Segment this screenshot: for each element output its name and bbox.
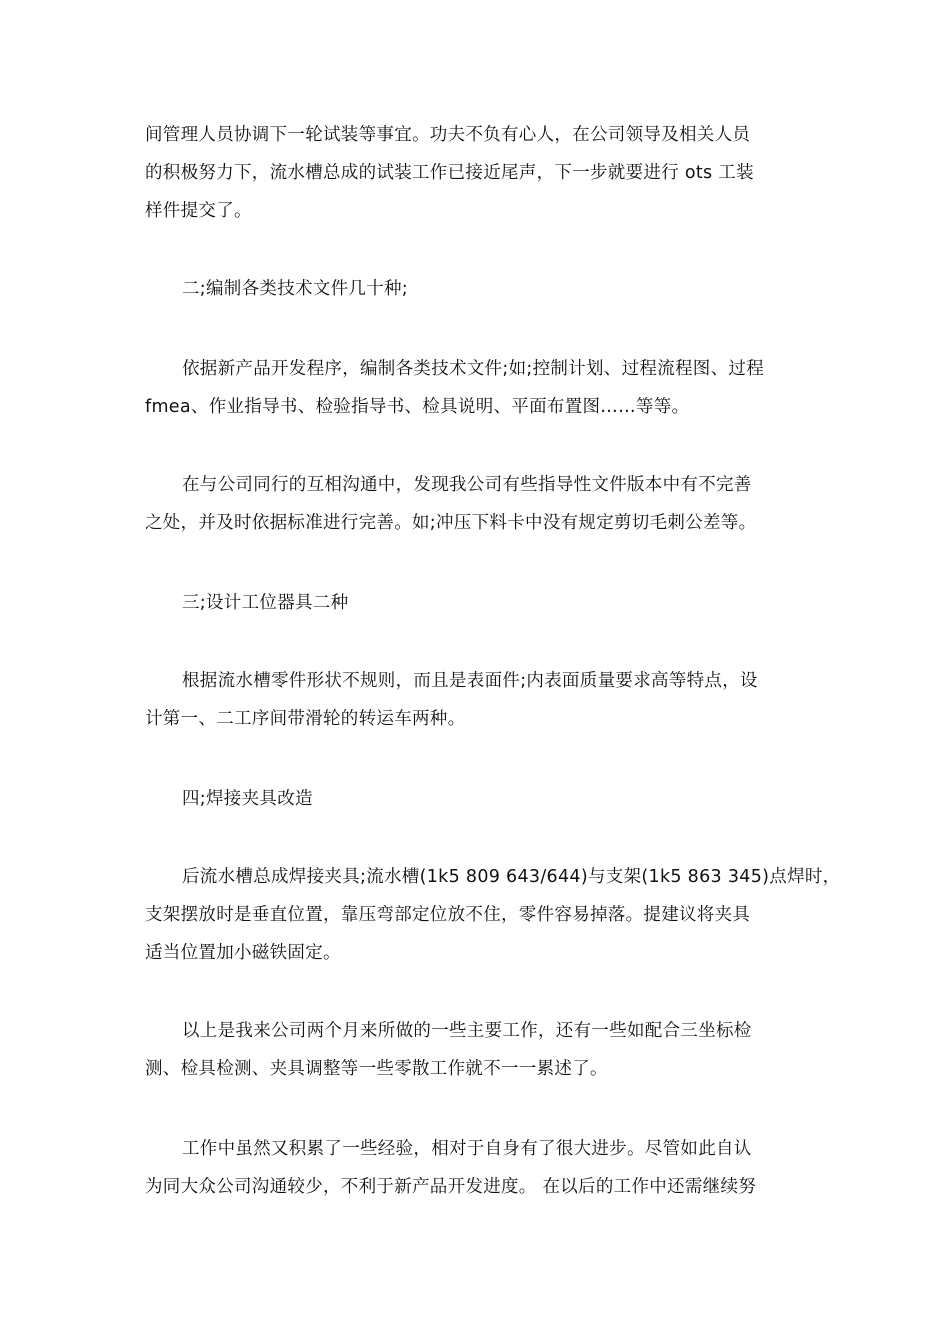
paragraph-line: fmea、作业指导书、检验指导书、检具说明、平面布置图……等等。	[145, 397, 690, 417]
paragraph-line: 为同大众公司沟通较少，不利于新产品开发进度。 在以后的工作中还需继续努	[145, 1177, 757, 1197]
paragraph-technical-docs	[145, 350, 815, 426]
paragraph-line: 适当位置加小磁铁固定。	[145, 943, 341, 963]
paragraph-line: 根据流水槽零件形状不规则，而且是表面件;内表面质量要求高等特点，设	[182, 671, 758, 691]
paragraph-summary	[145, 1012, 815, 1088]
heading-text: 三;设计工位器具二种	[182, 593, 349, 613]
heading-text: 二;编制各类技术文件几十种;	[182, 279, 408, 299]
paragraph-line: 的积极努力下，流水槽总成的试装工作已接近尾声，下一步就要进行 ots 工装	[145, 163, 754, 183]
paragraph-doc-improvement	[145, 466, 815, 542]
section-heading-3	[145, 584, 815, 622]
paragraph-line: 计第一、二工序间带滑轮的转运车两种。	[145, 709, 466, 729]
paragraph-line: 样件提交了。	[145, 201, 252, 221]
heading-text: 四;焊接夹具改造	[182, 789, 313, 809]
paragraph-line: 之处，并及时依据标准进行完善。如;冲压下料卡中没有规定剪切毛刺公差等。	[145, 513, 757, 533]
paragraph-line: 以上是我来公司两个月来所做的一些主要工作，还有一些如配合三坐标检	[182, 1021, 752, 1041]
paragraph-line: 依据新产品开发程序，编制各类技术文件;如;控制计划、过程流程图、过程	[182, 359, 764, 379]
section-heading-4	[145, 780, 815, 818]
paragraph-line: 后流水槽总成焊接夹具;流水槽(1k5 809 643/644)与支架(1k5 863 345)点焊时，	[182, 867, 841, 887]
paragraph-fixture-design	[145, 662, 815, 738]
section-heading-2	[145, 270, 815, 308]
paragraph-line: 支架摆放时是垂直位置，靠压弯部定位放不住，零件容易掉落。提建议将夹具	[145, 905, 751, 925]
paragraph-line: 间管理人员协调下一轮试装等事宜。功夫不负有心人，在公司领导及相关人员	[145, 125, 751, 145]
paragraph-line: 测、检具检测、夹具调整等一些零散工作就不一一累述了。	[145, 1059, 608, 1079]
paragraph-trial-assembly	[145, 116, 815, 230]
paragraph-welding-fixture	[145, 858, 841, 972]
paragraph-line: 工作中虽然又积累了一些经验，相对于自身有了很大进步。尽管如此自认	[182, 1139, 752, 1159]
document-body	[145, 116, 841, 1238]
paragraph-reflection	[145, 1130, 815, 1206]
paragraph-line: 在与公司同行的互相沟通中，发现我公司有些指导性文件版本中有不完善	[182, 475, 752, 495]
